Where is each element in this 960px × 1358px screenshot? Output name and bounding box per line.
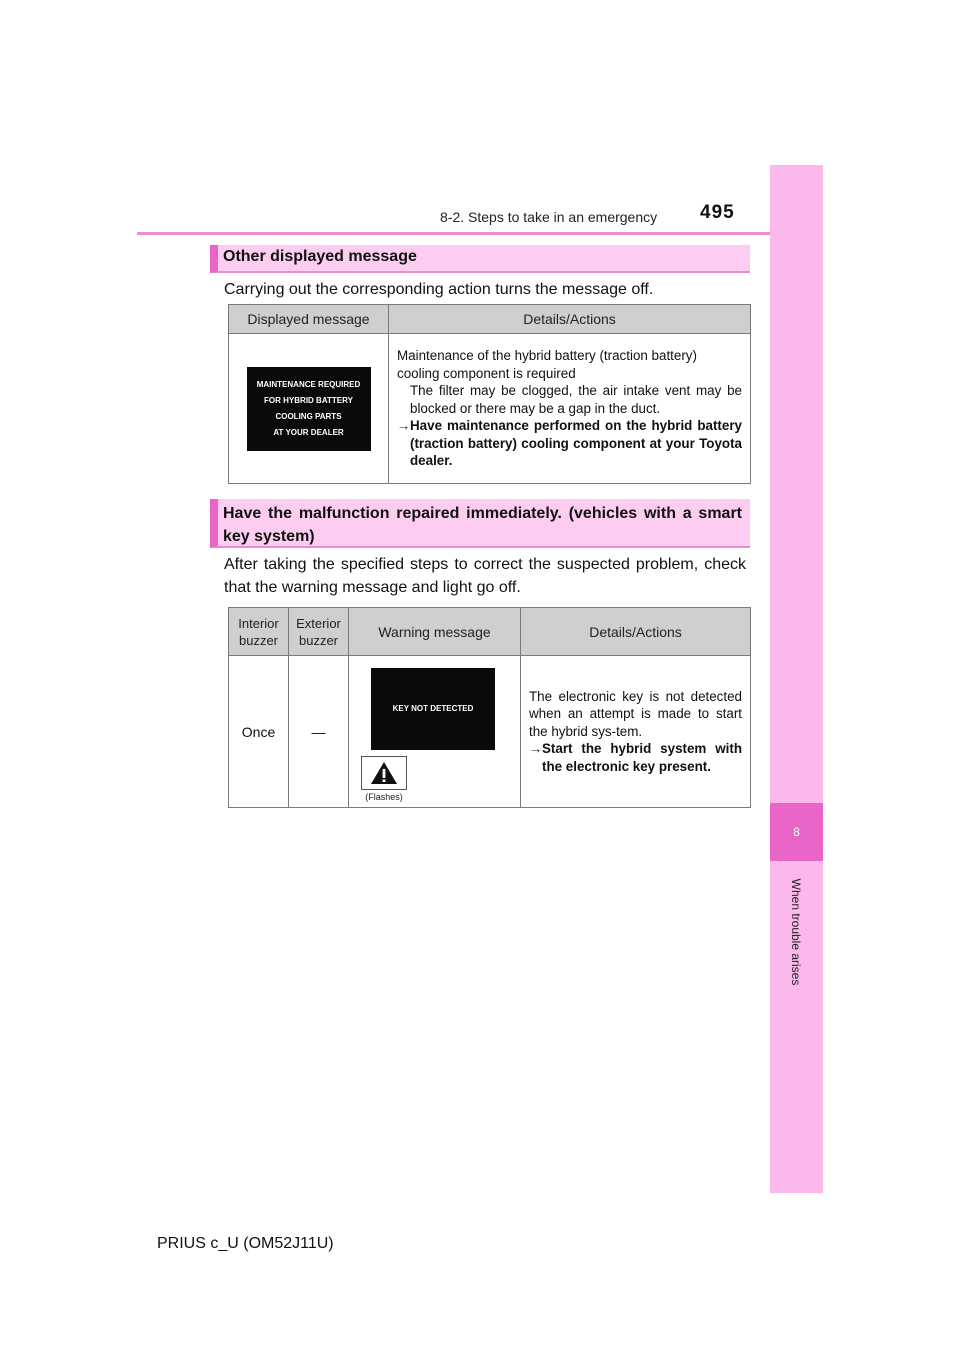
details-actions-cell <box>389 334 751 484</box>
screen-line: AT YOUR DEALER <box>273 427 344 437</box>
footer-model-code: PRIUS c_U (OM52J11U) <box>157 1235 334 1252</box>
col-header-details-actions: Details/Actions <box>389 305 751 334</box>
action-item <box>397 417 742 470</box>
action-text: Start the hybrid system with the electronic key present. <box>542 741 742 774</box>
col-header-details-actions: Details/Actions <box>521 608 751 656</box>
interior-buzzer-cell: Once <box>229 656 289 808</box>
detail-text: The electronic key is not detected when an attempt is made to start the hybrid sys-tem. <box>529 688 742 739</box>
displayed-message-cell <box>229 334 389 484</box>
warning-triangle-icon <box>361 756 407 790</box>
warning-message-cell <box>349 656 521 808</box>
action-item <box>529 740 742 775</box>
page-number: 495 <box>700 202 735 223</box>
arrow-icon: → <box>397 418 411 434</box>
details-actions-cell <box>521 656 751 808</box>
header-rule <box>137 232 823 235</box>
col-header-interior-buzzer: Interior buzzer <box>229 608 289 656</box>
chapter-number: 8 <box>793 825 800 839</box>
col-header-displayed-message: Displayed message <box>229 305 389 334</box>
running-header-section: 8-2. Steps to take in an emergency <box>440 209 658 225</box>
screen-line: COOLING PARTS <box>275 411 342 421</box>
table-row <box>229 656 751 808</box>
flashes-label: (Flashes) <box>365 791 403 802</box>
malfunction-table <box>228 607 751 808</box>
col-header-exterior-buzzer: Exterior buzzer <box>289 608 349 656</box>
arrow-icon: → <box>529 741 543 757</box>
action-text: Have maintenance performed on the hybrid battery (traction battery) cooling component at your Toyota dealer. <box>410 418 742 469</box>
chapter-number-tab <box>770 803 823 861</box>
table-row <box>229 334 751 484</box>
other-message-table <box>228 304 751 484</box>
section2-intro: After taking the specified steps to correct the suspected problem, check that the warning message and light go off. <box>224 556 746 596</box>
col-header-warning-message: Warning message <box>349 608 521 656</box>
chapter-side-band <box>770 165 823 1193</box>
section1-intro: Carrying out the corresponding action turns the message off. <box>224 281 654 298</box>
maintenance-required-screen <box>247 367 371 451</box>
detail-text: Maintenance of the hybrid battery (traction battery) cooling component is required <box>397 347 697 381</box>
detail-subtext: The filter may be clogged, the air intake vent may be blocked or there may be a gap in the duct. <box>410 383 742 416</box>
screen-line: FOR HYBRID BATTERY <box>264 395 353 405</box>
key-not-detected-screen <box>371 668 495 750</box>
chapter-label: When trouble arises <box>789 878 803 986</box>
section-heading-malfunction: Have the malfunction repaired immediately. (vehicles with a smart key system) <box>210 499 750 548</box>
screen-text: KEY NOT DETECTED <box>392 703 474 713</box>
exterior-buzzer-cell: — <box>289 656 349 808</box>
screen-line: MAINTENANCE REQUIRED <box>256 379 361 389</box>
section-heading-other-message: Other displayed message <box>210 245 750 273</box>
